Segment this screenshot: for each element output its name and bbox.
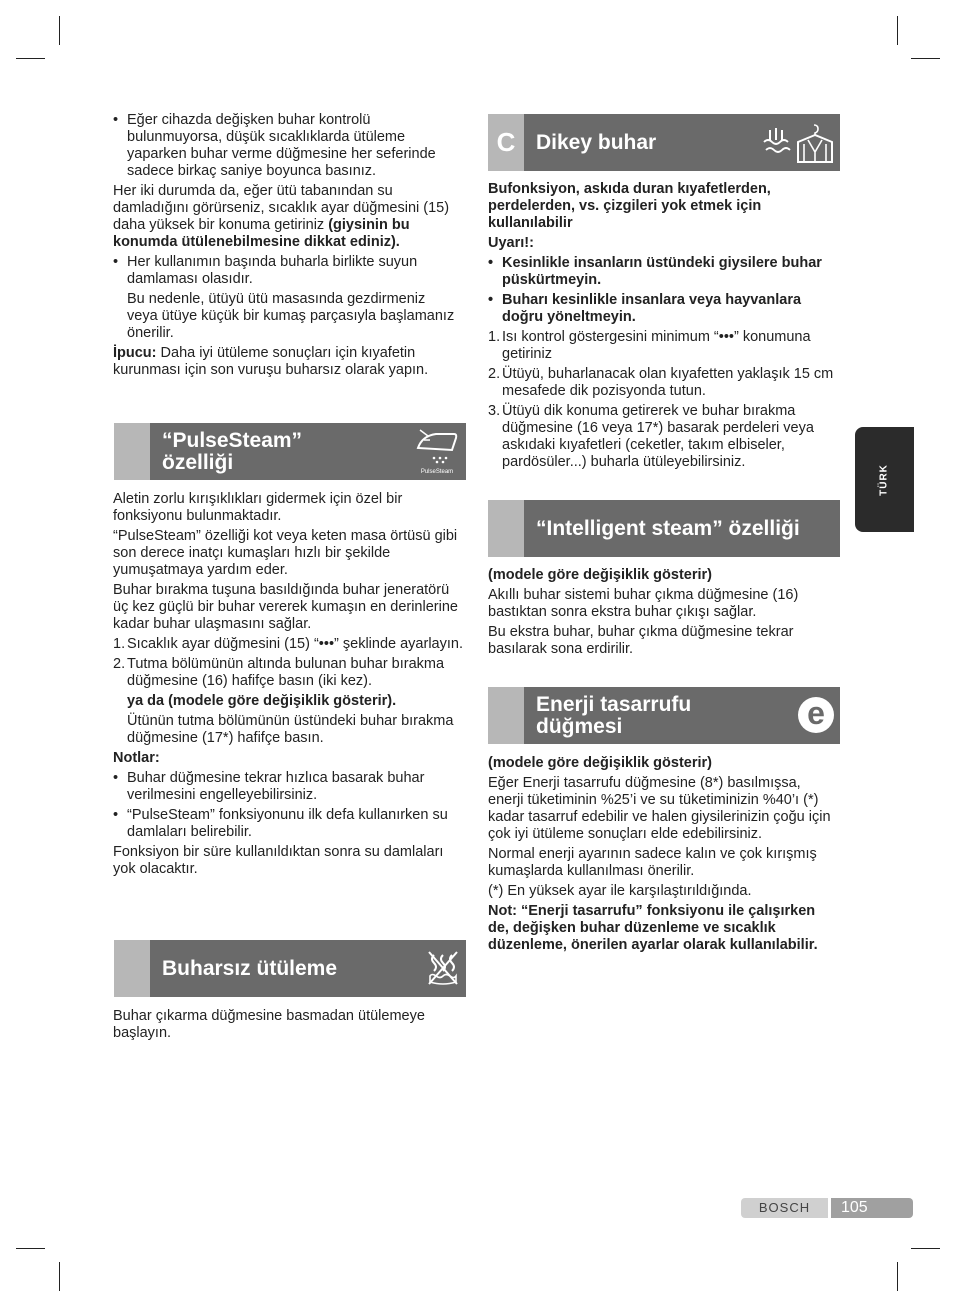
pulsesteam-title-line1: “PulseSteam”	[162, 428, 303, 452]
header-tab	[488, 114, 524, 171]
dry-ironing-header	[114, 940, 466, 997]
pulsesteam-title	[162, 423, 302, 480]
vertical-step-2	[488, 366, 838, 400]
dry-text: Buhar çıkarma düğmesine basmadan ütülemeye başlayın.	[113, 1008, 425, 1041]
step-text: Ütüyü, buharlanacak olan kıyafetten yaklaşık 15 cm mesafede dik pozisyonda tutun.	[502, 366, 834, 399]
vertical-step-3	[488, 403, 838, 471]
pulsesteam-header	[114, 423, 466, 480]
no-steam-icon	[426, 949, 460, 992]
dry-ironing-body	[113, 1008, 465, 1045]
crop-mark	[897, 1262, 898, 1291]
header-tab	[114, 940, 150, 997]
warning-2: • Buharı kesinlikle insanlara veya hayvanlara doğru yöneltmeyin.	[488, 292, 838, 326]
warning-list	[488, 255, 838, 326]
header-tab	[114, 423, 150, 480]
notes-list	[113, 770, 465, 841]
crop-mark	[16, 58, 45, 59]
intelligent-steam-body	[488, 567, 838, 661]
energy-note: Not: “Enerji tasarrufu” fonksiyonu ile çalışırken de, değişken buhar düzenleme ve sıcaklık düzenleme, önerilen ayarlar olarak kullanılabilir.	[488, 903, 818, 953]
energy-saving-title	[536, 687, 691, 744]
pulse-step-1	[113, 636, 465, 653]
step-text: Isı kontrol göstergesini minimum “•••” konumuna getiriniz	[502, 329, 811, 362]
pulse-closing: Fonksiyon bir süre kullanıldıktan sonra su damlaları yok olacaktır.	[113, 844, 444, 877]
intelligent-steam-title: “Intelligent steam” özelliği	[536, 516, 800, 540]
eco-icon-letter: e	[807, 695, 825, 731]
note-2: • “PulseSteam” fonksiyonunu ilk defa kullanırken su damlaları belirebilir.	[113, 807, 465, 841]
first-use-cont: Bu nedenle, ütüyü ütü masasında gezdirmeniz veya ütüye küçük bir kumaş parçasıyla başlamanız önerilir.	[127, 291, 455, 341]
header-tab	[488, 500, 524, 557]
vertical-steam-icon	[760, 122, 836, 169]
pulsesteam-title-line2: özelliği	[162, 450, 234, 474]
step-number: 2.	[113, 656, 126, 672]
step-number: 1.	[113, 636, 126, 652]
first-use-bullet	[113, 254, 459, 288]
language-tab-label: TÜRK	[878, 464, 890, 496]
first-use-list	[113, 254, 459, 288]
crop-mark	[59, 1262, 60, 1291]
section-badge: C	[496, 127, 516, 157]
energy-p3: (*) En yüksek ayar ile karşılaştırıldığında.	[488, 883, 752, 899]
pulse-step-2-or: ya da (modele göre değişiklik gösterir).	[127, 693, 397, 709]
footer-brand: BOSCH	[741, 1198, 828, 1218]
energy-p1: Eğer Enerji tasarrufu düğmesine (8*) basılmışsa, enerji tüketiminin %25’i ve su tüketiminizin %40’ı (*) kadar tasarruf edebilir ve halen giysilerinizin çoğu için çok iyi ütüleme sonuçları elde edebilirsiniz.	[488, 775, 831, 842]
dry-ironing-title: Buharsız ütüleme	[162, 956, 338, 980]
pulse-step-2	[113, 656, 465, 747]
crop-mark	[911, 1248, 940, 1249]
warning-1: • Kesinlikle insanların üstündeki giysilere buhar püskürtmeyin.	[488, 255, 838, 289]
intelligent-model-note: (modele göre değişiklik gösterir)	[488, 567, 712, 583]
pulsesteam-icon-caption: PulseSteam	[420, 469, 454, 475]
pulsesteam-icon	[414, 426, 460, 478]
crop-mark	[897, 16, 898, 45]
vertical-steam-title: Dikey buhar	[536, 130, 657, 154]
vertical-steps	[488, 329, 838, 471]
energy-saving-header	[488, 687, 840, 744]
notes-label: Notlar:	[113, 750, 160, 766]
warning-label: Uyarı!:	[488, 235, 534, 251]
drip-paragraph	[113, 183, 459, 251]
pulse-steps	[113, 636, 465, 747]
page-number: 105	[831, 1198, 913, 1218]
intro-bullet: • Eğer cihazda değişken buhar kontrolü bulunmuyorsa, düşük sıcaklıklarda ütüleme yaparken buhar verme düğmesine her seferinde sadece birkaç saniye boyunca basınız.	[113, 112, 459, 180]
eco-icon	[798, 697, 834, 733]
crop-mark	[911, 58, 940, 59]
step-text: Sıcaklık ayar düğmesini (15) “•••” şeklinde ayarlayın.	[127, 636, 463, 652]
first-use-text: Her kullanımın başında buharla birlikte suyun damlaması olasıdır.	[127, 254, 418, 287]
language-tab	[855, 427, 914, 532]
intelligent-steam-header	[488, 500, 840, 557]
vertical-lead: Bufonksiyon, askıda duran kıyafetlerden, perdelerden, vs. çizgileri yok etmek için kullanılabilir	[488, 181, 771, 231]
pulse-p3: Buhar bırakma tuşuna basıldığında buhar jeneratörü üç kez güçlü bir buhar vererek kumaşın en derinlerine kadar buhar ulaşmasını sağlar.	[113, 582, 458, 632]
vertical-steam-header	[488, 114, 840, 171]
intelligent-p1: Akıllı buhar sistemi buhar çıkma düğmesine (16) bastıktan sonra ekstra buhar çıkışı sağlar.	[488, 587, 799, 620]
step-text: Ütüyü dik konuma getirerek ve buhar bırakma düğmesine (16 veya 17*) basarak perdeleri veya askıdaki kıyafetleri (ceketler, takım elbiseler, pardösüler...) buharla ütüleyebilirsiniz.	[502, 403, 814, 470]
tip-label: İpucu:	[113, 345, 157, 361]
intelligent-p2: Bu ekstra buhar, buhar çıkma düğmesine tekrar basılarak sona erdirilir.	[488, 624, 794, 657]
drip-text: Her iki durumda da, eğer ütü tabanından su damladığını görürseniz, sıcaklık ayar düğmesini (15) daha yüksek bir konuma getiriniz	[113, 183, 450, 233]
vertical-steam-body	[488, 181, 838, 474]
step-number: 3.	[488, 403, 501, 419]
energy-saving-body	[488, 755, 838, 957]
step-text: Tutma bölümünün altında bulunan buhar bırakma düğmesine (16) hafifçe basın (iki kez).	[127, 656, 445, 689]
step-number: 2.	[488, 366, 501, 382]
pulse-step-2-alt: Ütünün tutma bölümünün üstündeki buhar bırakma düğmesine (17*) hafifçe basın.	[127, 713, 454, 746]
intro-list	[113, 112, 459, 180]
pulse-p2: “PulseSteam” özelliği kot veya keten masa örtüsü gibi son derece inatçı kumaşları hızlı bir şekilde yumuşatmaya yardım eder.	[113, 528, 458, 578]
left-intro	[113, 112, 459, 382]
header-tab	[488, 687, 524, 744]
step-number: 1.	[488, 329, 501, 345]
energy-title-line2: düğmesi	[536, 714, 623, 738]
pulse-p1: Aletin zorlu kırışıklıkları gidermek için özel bir fonksiyonu bulunmaktadır.	[113, 491, 403, 524]
drip-bold: (giysinin bu konumda ütülenebilmesine dikkat ediniz).	[113, 217, 410, 250]
note-1: • Buhar düğmesine tekrar hızlıca basarak buhar verilmesini engelleyebilirsiniz.	[113, 770, 465, 804]
pulsesteam-body	[113, 491, 465, 881]
vertical-step-1	[488, 329, 838, 363]
tip-paragraph	[113, 345, 459, 379]
tip-text: Daha iyi ütüleme sonuçları için kıyafetin kurunması için son vuruşu buharsız olarak yapın.	[113, 345, 429, 378]
energy-p2: Normal enerji ayarının sadece kalın ve çok kırışmış kumaşlarda kullanılması önerilir.	[488, 846, 817, 879]
crop-mark	[59, 16, 60, 45]
crop-mark	[16, 1248, 45, 1249]
energy-title-line1: Enerji tasarrufu	[536, 692, 692, 716]
energy-model-note: (modele göre değişiklik gösterir)	[488, 755, 712, 771]
